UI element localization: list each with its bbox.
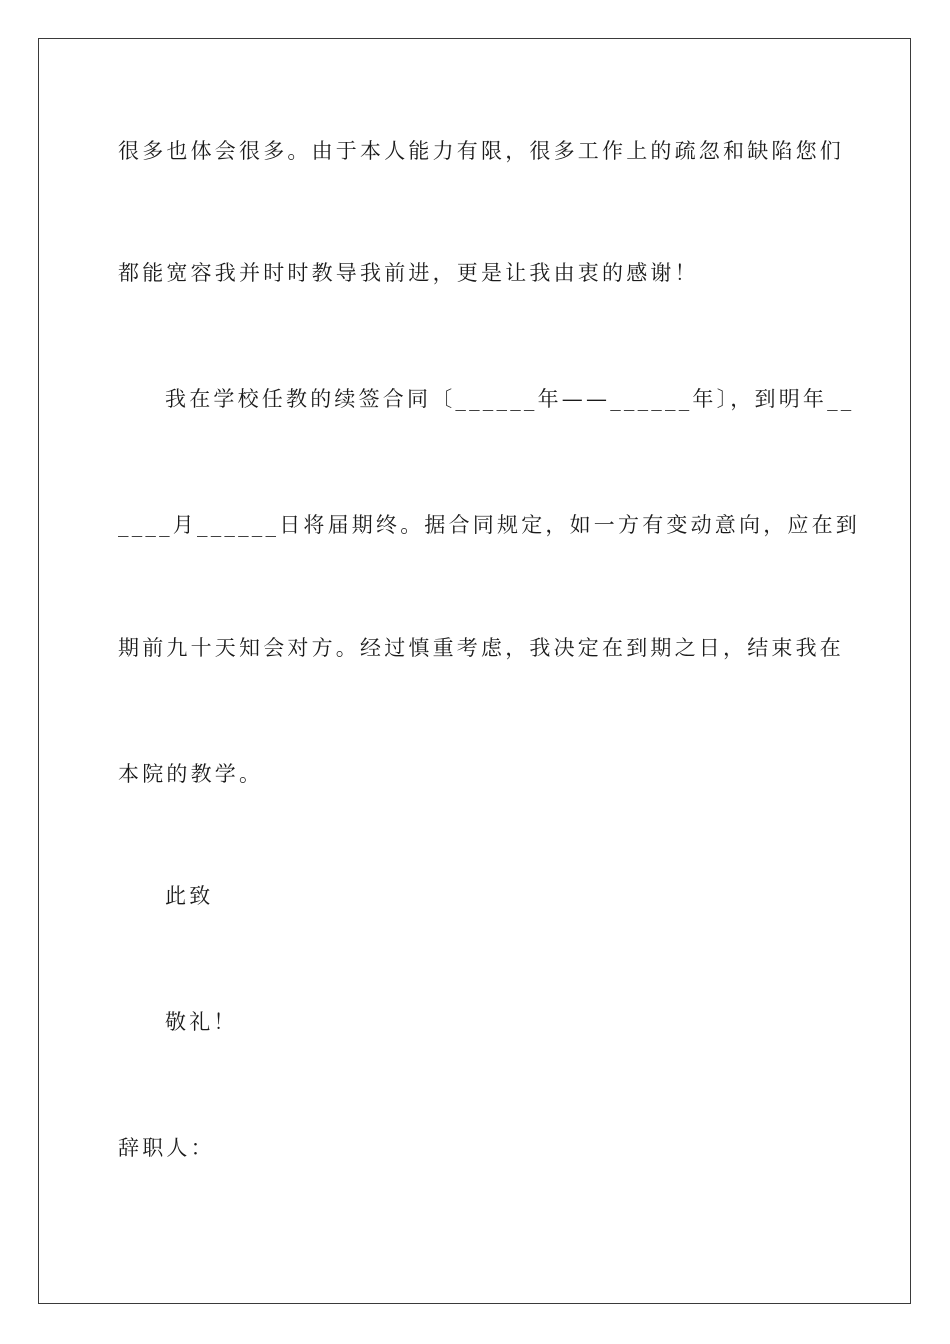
page-border — [38, 38, 911, 1304]
body-line-6: 本院的教学。 — [118, 762, 264, 786]
body-line-3: 我在学校任教的续签合同〔______年——______年〕，到明年__ — [165, 387, 855, 411]
salutation-text: 敬礼！ — [165, 1010, 238, 1034]
body-line-1: 很多也体会很多。由于本人能力有限，很多工作上的疏忽和缺陷您们 — [118, 139, 844, 163]
body-line-5: 期前九十天知会对方。经过慎重考虑，我决定在到期之日，结束我在 — [118, 636, 844, 660]
body-line-2: 都能宽容我并时时教导我前进，更是让我由衷的感谢！ — [118, 261, 699, 285]
closing-text: 此致 — [165, 884, 214, 908]
body-line-4: ____月______日将届期终。据合同规定，如一方有变动意向，应在到 — [118, 513, 860, 537]
signature-label: 辞职人： — [118, 1136, 215, 1160]
